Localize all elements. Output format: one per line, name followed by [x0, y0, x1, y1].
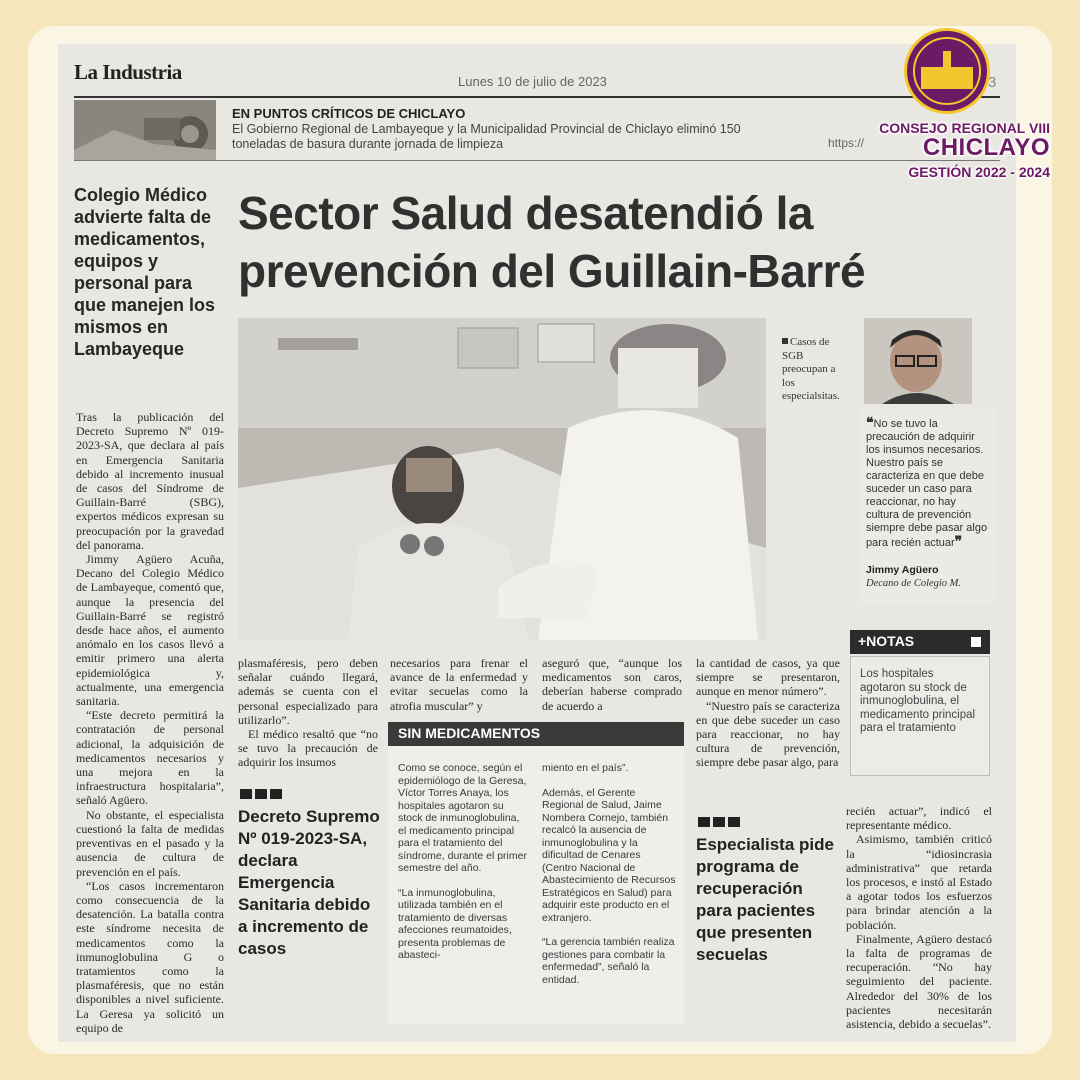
brand-gestion: GESTIÓN 2022 - 2024 [908, 164, 1050, 180]
paragraph: El médico resaltó que “no se tuvo la precaución de adquirir los insumos [238, 727, 378, 770]
paragraph: No obstante, el especialista cuestionó la falta de medidas preventivas en el pasado y la ausencia de cultura de prevención en el país. [76, 807, 224, 879]
close-quote-icon: ❞ [954, 533, 963, 549]
notas-text: Los hospitales agotaron su stock de inmunoglobulina, el medicamento principal para el tratamiento [860, 668, 976, 734]
subhead-decreto: Decreto Supremo Nº 019-2023-SA, declara Emergencia Sanitaria debido a incremento de casos [238, 807, 380, 958]
paragraph: la cantidad de casos, ya que siempre se presentaron, aunque en menor número”. [696, 656, 840, 699]
paragraph: Tras la publicación del Decreto Supremo Nº 019-2023-SA, que declara al país en Emergencia Sanitaria debido al incremento inusual de casos del Síndrome de Guillain-Barré (SBG), expertos médicos expresan su preocupación por la gravedad del panorama. [76, 410, 224, 552]
paragraph: Asimismo, también criticó la “idiosincrasia administrativa” que retarda los procesos, e instó al Estado a agotar todos los esfuerzos para brindar atención a la población. [846, 832, 992, 932]
subhead-2-bars-icon [698, 814, 743, 824]
paragraph: aseguró que, “aunque los medicamentos son caros, deberían haberse comprado de acuerdo a [542, 656, 682, 713]
quote-author: Jimmy Agüero [866, 564, 939, 576]
paragraph: Como se conoce, según el epidemiólogo de la Geresa, Víctor Torres Anaya, los hospitales agotaron su stock de inmunoglobulina, el medicamento principal para el tratamiento del síndrome, durante el primer semestre del año. [398, 762, 527, 874]
article-column-2 [238, 656, 378, 770]
paragraph: “Nuestro país se caracteriza en que debe suceder un caso para reaccionar, no hay cultura de prevención, siempre debe pasar algo, para [696, 698, 840, 770]
banner-url: https:// [828, 136, 865, 150]
pull-quote-text: No se tuvo la precaución de adquirir los insumos necesarios. Nuestro país se caracteriza en que debe suceder un caso para reaccionar, no hay cultura de prevención siempre debe pasar algo para recién actuar [866, 418, 988, 549]
article-column-5 [696, 656, 840, 770]
banner-rule [74, 160, 1000, 161]
photo-caption [782, 336, 844, 404]
article-column-4 [542, 656, 682, 713]
paragraph: “La inmunoglobulina, utilizada también en el tratamiento de diversas afecciones reumatoides, presenta problemas de abasteci- [398, 886, 512, 961]
open-quote-icon: ❝ [866, 414, 874, 430]
portrait-photo [864, 318, 972, 404]
article-photo [238, 318, 766, 640]
notas-square-icon [971, 637, 981, 647]
brand-chiclayo: CHICLAYO [922, 134, 1050, 161]
banner-text: El Gobierno Regional de Lambayeque y la Municipalidad Provincial de Chiclayo eliminó 150 toneladas de basura durante jornada de limpieza [232, 122, 741, 151]
paragraph: “Los casos incrementaron como consecuencia de la desatención. La batalla contra este síndrome necesita de medicamentos como la inmunoglobulina G o tratamientos como la plasmaféresis, que no están disponibles a nivel suficiente. La Geresa ya solicitó un equipo de [76, 878, 224, 1035]
article-column-1 [76, 410, 224, 1035]
sin-medicamentos-right-column [542, 762, 676, 998]
subhead-especialista: Especialista pide programa de recuperación para pacientes que presenten secuelas [696, 835, 834, 964]
newspaper-masthead: La Industria [74, 60, 182, 84]
paragraph: plasmaféresis, pero deben señalar cuándo llegará, además se cuenta con el personal especializado para utilizarlo”. [238, 656, 378, 727]
article-column-6 [846, 804, 992, 1031]
paragraph: “Este decreto permitirá la contratación de personal adicional, la adquisición de medicamentos necesarios y una mejora en la infraestructura hospitalaria”, señaló Agüero. [76, 708, 224, 808]
notas-header [850, 630, 990, 654]
masthead-rule [74, 96, 1000, 98]
paragraph: Finalmente, Agüero destacó la falta de programas de recuperación. “No hay seguimiento del paciente. Alrededor del 30% de los pacientes necesitarán asistencia, debido a secuelas”. [846, 931, 992, 1032]
doctor-portrait-image [864, 318, 972, 404]
paragraph: “La gerencia también realiza gestiones para combatir la enfermedad”, señaló la entidad. [542, 936, 675, 986]
paragraph: miento en el país”. [542, 762, 629, 774]
quote-author-role: Decano de Colegio M. [866, 578, 962, 589]
paragraph: recién actuar”, indicó el representante médico. [846, 804, 992, 833]
article-column-3 [390, 656, 528, 713]
sin-medicamentos-left-column [398, 762, 530, 974]
photo-caption-text: Casos de SGB preocupan a los especialsitas. [782, 336, 840, 402]
article-sidehead: Colegio Médico advierte falta de medicamentos, equipos y personal para que manejen los mismos en Lambayeque [74, 185, 216, 359]
caption-square-icon [782, 338, 788, 344]
banner-machinery-image [74, 100, 216, 160]
subhead-1-bars-icon [240, 786, 285, 796]
sin-medicamentos-header: SIN MEDICAMENTOS [388, 722, 684, 746]
newspaper-clipping [58, 44, 1016, 1042]
banner-photo [74, 100, 216, 160]
paragraph: necesarios para frenar el avance de la enfermedad y evitar secuelas como la atrofia muscular” y [390, 656, 528, 713]
paragraph: Jimmy Agüero Acuña, Decano del Colegio Médico de Lambayeque, comentó que, aunque la presencia del Guillain-Barré se registró desde hace años, el aumento anómalo en los casos llevó a emitir primero una alerta epidemiológica y, actualmente, una emergencia sanitaria. [76, 552, 224, 709]
publication-date: Lunes 10 de julio de 2023 [458, 74, 607, 89]
article-headline: Sector Salud desatendió la prevención del Guillain-Barré [238, 187, 866, 297]
nurse-patient-image [238, 318, 766, 640]
brand-consejo: CONSEJO REGIONAL VIII [879, 120, 1050, 136]
page-number: 3 [988, 74, 997, 91]
pull-quote [866, 416, 990, 550]
colegio-medico-logo [904, 28, 990, 114]
notas-title: +NOTAS [858, 633, 915, 649]
banner-kicker: EN PUNTOS CRÍTICOS DE CHICLAYO [232, 106, 466, 121]
paragraph: Además, el Gerente Regional de Salud, Jaime Nombera Cornejo, también recalcó la ausencia de inmunoglobulina y la dificultad de Cenares (Centro Nacional de Abastecimiento de Recursos Estratégicos en Salud) para adquirir este producto en el extranjero. [542, 786, 676, 924]
